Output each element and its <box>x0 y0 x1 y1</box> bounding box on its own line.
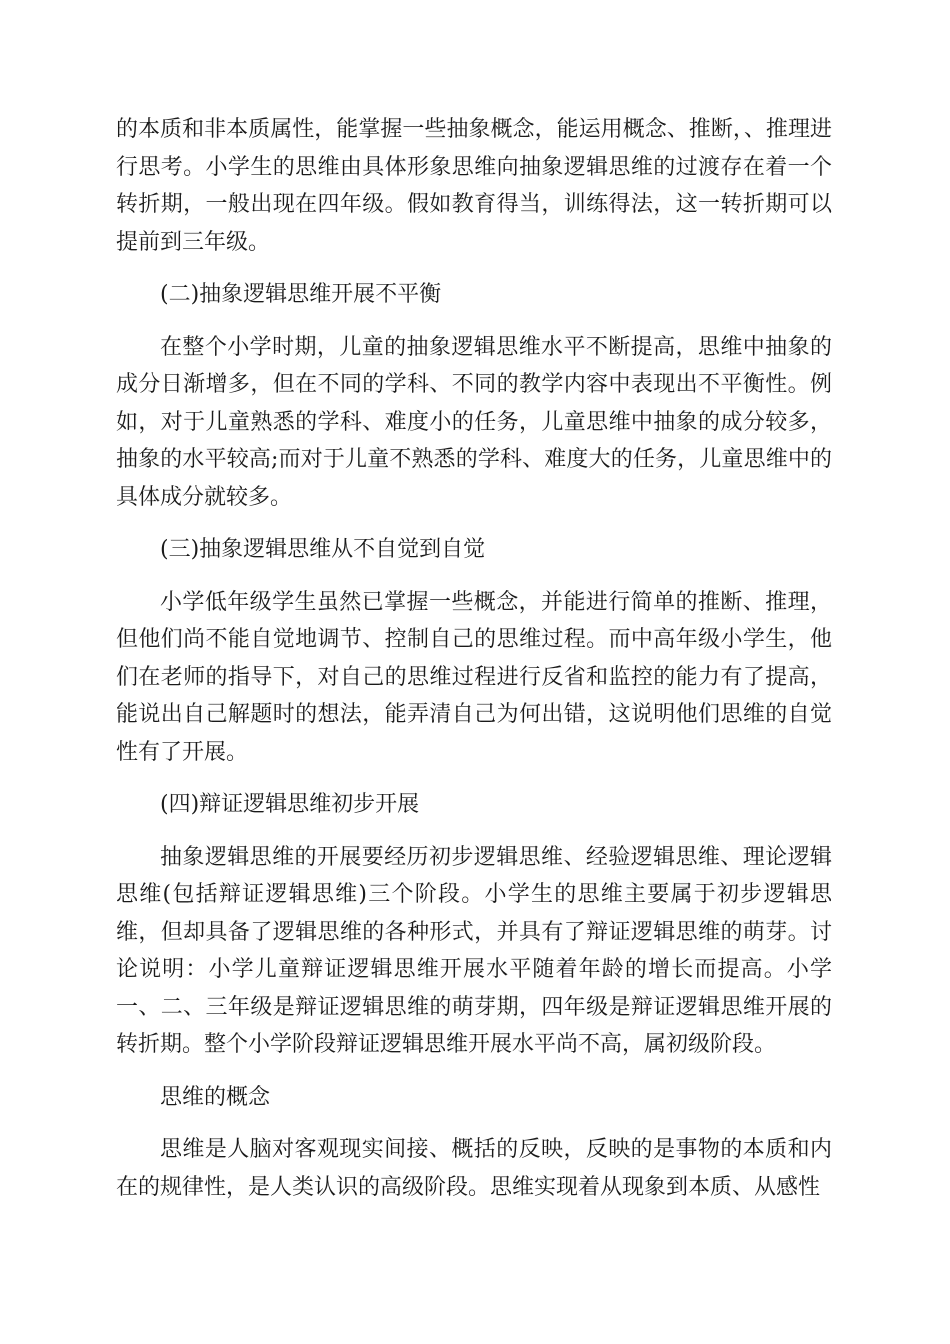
paragraph-concept: 思维是人脑对客观现实间接、概括的反映，反映的是事物的本质和内在的规律性，是人类认识的高级阶段。思维实现着从现象到本质、从感性 <box>116 1137 832 1200</box>
section-heading-3: (三)抽象逻辑思维从不自觉到自觉 <box>160 537 486 562</box>
paragraph-imbalance: 在整个小学时期，儿童的抽象逻辑思维水平不断提高，思维中抽象的成分日渐增多，但在不同的学科、不同的教学内容中表现出不平衡性。例如，对于儿童熟悉的学科、难度小的任务，儿童思维中抽象的成分较多，抽象的水平较高;而对于儿童不熟悉的学科、难度大的任务，儿童思维中的具体成分就较多。 <box>116 334 832 510</box>
section-heading-4: (四)辩证逻辑思维初步开展 <box>160 792 420 817</box>
section-heading-2: (二)抽象逻辑思维开展不平衡 <box>160 282 442 307</box>
paragraph-self-awareness: 小学低年级学生虽然已掌握一些概念，并能进行简单的推断、推理，但他们尚不能自觉地调节、控制自己的思维过程。而中高年级小学生，他们在老师的指导下，对自己的思维过程进行反省和监控的能力有了提高，能说出自己解题时的想法，能弄清自己为何出错，这说明他们思维的自觉性有了开展。 <box>116 589 832 765</box>
paragraph-dialectical: 抽象逻辑思维的开展要经历初步逻辑思维、经验逻辑思维、理论逻辑思维(包括辩证逻辑思维)三个阶段。小学生的思维主要属于初步逻辑思维，但却具备了逻辑思维的各种形式，并具有了辩证逻辑思维的萌芽。讨论说明：小学儿童辩证逻辑思维开展水平随着年龄的增长而提高。小学一、二、三年级是辩证逻辑思维的萌芽期，四年级是辩证逻辑思维开展的转折期。整个小学阶段辩证逻辑思维开展水平尚不高，属初级阶段。 <box>116 844 832 1057</box>
document-page <box>116 111 832 1206</box>
section-heading-concept: 思维的概念 <box>160 1084 271 1110</box>
paragraph-continuation: 的本质和非本质属性，能掌握一些抽象概念，能运用概念、推断，、推理进行思考。小学生的思维由具体形象思维向抽象逻辑思维的过渡存在着一个转折期，一般出现在四年级。假如教育得当，训练得法，这一转折期可以提前到三年级。 <box>116 117 832 255</box>
